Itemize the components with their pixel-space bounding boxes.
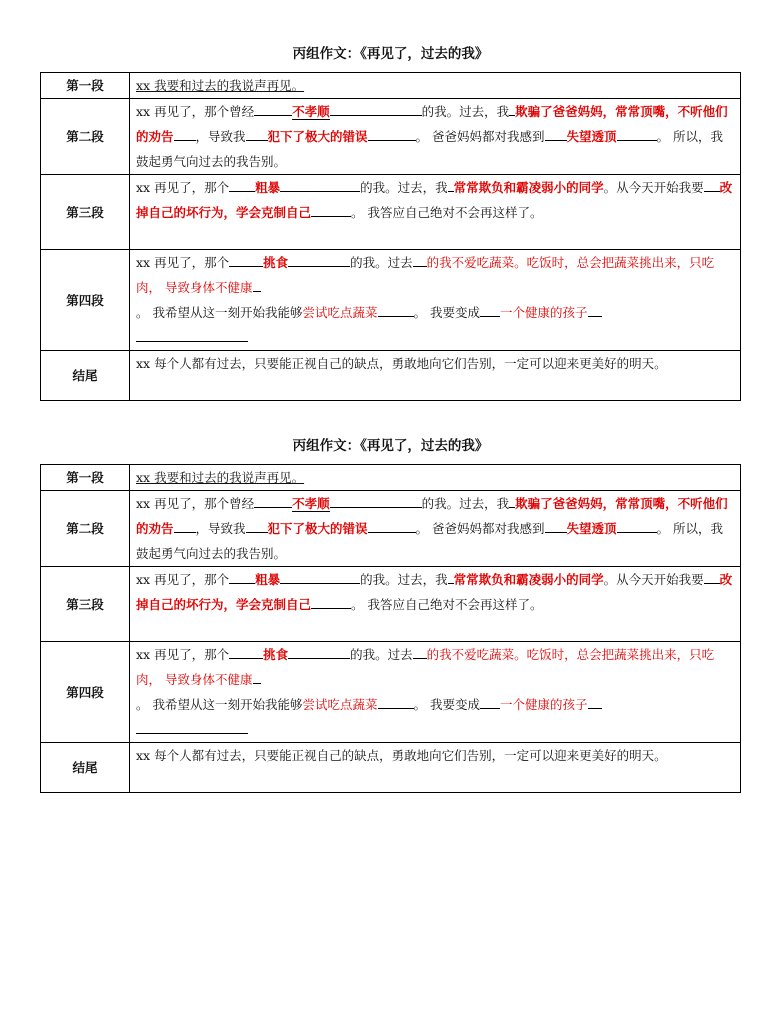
p1-text: xx 我要和过去的我说声再见。: [136, 78, 305, 93]
p4-fill4: 一个健康的孩子: [499, 697, 588, 712]
p3-fill2: 常常欺负和霸凌弱小的同学: [453, 572, 604, 587]
p4-text-b: 的我。过去: [350, 647, 413, 662]
p2-fill2: 欺骗了爸爸妈妈，常常顶嘴，不听他们的劝告: [136, 496, 728, 536]
essay-table: [40, 72, 741, 401]
p4-text-a: xx 再见了，那个: [136, 255, 230, 270]
p2-fill1: 不孝顺: [292, 104, 330, 119]
p4-text-a: xx 再见了，那个: [136, 647, 230, 662]
p2-fill4: 失望透顶: [566, 521, 617, 536]
p2-fill4: 失望透顶: [566, 129, 617, 144]
table-row: [41, 175, 741, 250]
p4-fill1: 挑食: [263, 255, 289, 270]
p3-text-c: 。从今天开始我要: [603, 180, 704, 195]
p2-text-b: 的我。过去，我: [421, 104, 510, 119]
p4-text-b: 的我。过去: [350, 255, 413, 270]
table-row: [41, 567, 741, 642]
p2-text-a: xx 再见了，那个曾经: [136, 104, 255, 119]
p2-text-c: ，导致我: [195, 521, 246, 536]
p2-text-a: xx 再见了，那个曾经: [136, 496, 255, 511]
row-content-p2: [130, 491, 741, 567]
p2-text-d: 。 爸爸妈妈都对我感到: [415, 521, 545, 536]
p2-text-e: 。 所以，我鼓起勇气向过去的我告别。: [136, 129, 724, 169]
p3-fill3: 改掉自己的坏行为，学会克制自己: [136, 180, 733, 220]
p3-text-b: 的我。过去，我: [360, 180, 448, 195]
row-content-p1: [130, 465, 741, 491]
row-content-end: [130, 743, 741, 793]
table-row: [41, 491, 741, 567]
row-content-end: [130, 351, 741, 401]
essay-table: [40, 464, 741, 793]
row-content-p3: [130, 175, 741, 250]
p4-fill4: 一个健康的孩子: [499, 305, 588, 320]
row-label-p4: 第四段: [41, 642, 130, 743]
row-label-p1: 第一段: [41, 73, 130, 99]
p2-fill1: 不孝顺: [292, 496, 330, 511]
row-content-p3: [130, 567, 741, 642]
page-title: 丙组作文：《再见了，过去的我》: [292, 438, 489, 454]
row-label-end: 结尾: [41, 743, 130, 793]
p4-fill1: 挑食: [263, 647, 289, 662]
p2-fill3: 犯下了极大的错误: [267, 521, 368, 536]
p4-text-d: 。 我要变成: [413, 697, 480, 712]
table-row: [41, 351, 741, 401]
row-label-p3: 第三段: [41, 175, 130, 250]
row-content-p2: [130, 99, 741, 175]
p4-fill2b: 导致身体不健康: [165, 672, 253, 687]
table-row: [41, 642, 741, 743]
p4-fill2: 的我不爱吃蔬菜。吃饭时，总会把蔬菜挑出来，只吃肉，: [136, 255, 715, 295]
p4-fill2b: 导致身体不健康: [165, 280, 253, 295]
row-label-p3: 第三段: [41, 567, 130, 642]
p2-fill2: 欺骗了爸爸妈妈，常常顶嘴，不听他们的劝告: [136, 104, 728, 144]
p4-fill3: 尝试吃点蔬菜: [302, 697, 378, 712]
row-label-p4: 第四段: [41, 250, 130, 351]
table-row: [41, 250, 741, 351]
p4-text-c: 。 我希望从这一刻开始我能够: [136, 305, 303, 320]
essay-block-1: [40, 43, 741, 401]
table-row: [41, 73, 741, 99]
row-content-p4: [130, 642, 741, 743]
end-text: xx 每个人都有过去，只要能正视自己的缺点，勇敢地向它们告别，一定可以迎来更美好的明天。: [136, 356, 667, 371]
p3-fill2: 常常欺负和霸凌弱小的同学: [453, 180, 604, 195]
table-row: [41, 99, 741, 175]
p3-text-c: 。从今天开始我要: [603, 572, 704, 587]
p2-text-b: 的我。过去，我: [421, 496, 510, 511]
p4-fill3: 尝试吃点蔬菜: [302, 305, 378, 320]
p3-text-a: xx 再见了，那个: [136, 572, 230, 587]
row-label-p2: 第二段: [41, 491, 130, 567]
p1-text: xx 我要和过去的我说声再见。: [136, 470, 305, 485]
p2-text-e: 。 所以，我鼓起勇气向过去的我告别。: [136, 521, 724, 561]
essay-block-2: [40, 435, 741, 793]
p2-fill3: 犯下了极大的错误: [267, 129, 368, 144]
page-title: 丙组作文：《再见了，过去的我》: [292, 46, 489, 62]
p3-fill3: 改掉自己的坏行为，学会克制自己: [136, 572, 733, 612]
p3-text-d: 。 我答应自己绝对不会再这样了。: [351, 597, 543, 612]
row-label-p2: 第二段: [41, 99, 130, 175]
p2-text-c: ，导致我: [195, 129, 246, 144]
p3-text-a: xx 再见了，那个: [136, 180, 230, 195]
p3-text-b: 的我。过去，我: [360, 572, 448, 587]
row-content-p1: [130, 73, 741, 99]
row-content-p4: [130, 250, 741, 351]
row-label-p1: 第一段: [41, 465, 130, 491]
p3-fill1: 粗暴: [255, 180, 281, 195]
p3-text-d: 。 我答应自己绝对不会再这样了。: [351, 205, 543, 220]
p4-fill2: 的我不爱吃蔬菜。吃饭时，总会把蔬菜挑出来，只吃肉，: [136, 647, 715, 687]
table-row: [41, 465, 741, 491]
p4-text-d: 。 我要变成: [413, 305, 480, 320]
p2-text-d: 。 爸爸妈妈都对我感到: [415, 129, 545, 144]
table-row: [41, 743, 741, 793]
p3-fill1: 粗暴: [255, 572, 281, 587]
end-text: xx 每个人都有过去，只要能正视自己的缺点，勇敢地向它们告别，一定可以迎来更美好的明天。: [136, 748, 667, 763]
row-label-end: 结尾: [41, 351, 130, 401]
p4-text-c: 。 我希望从这一刻开始我能够: [136, 697, 303, 712]
